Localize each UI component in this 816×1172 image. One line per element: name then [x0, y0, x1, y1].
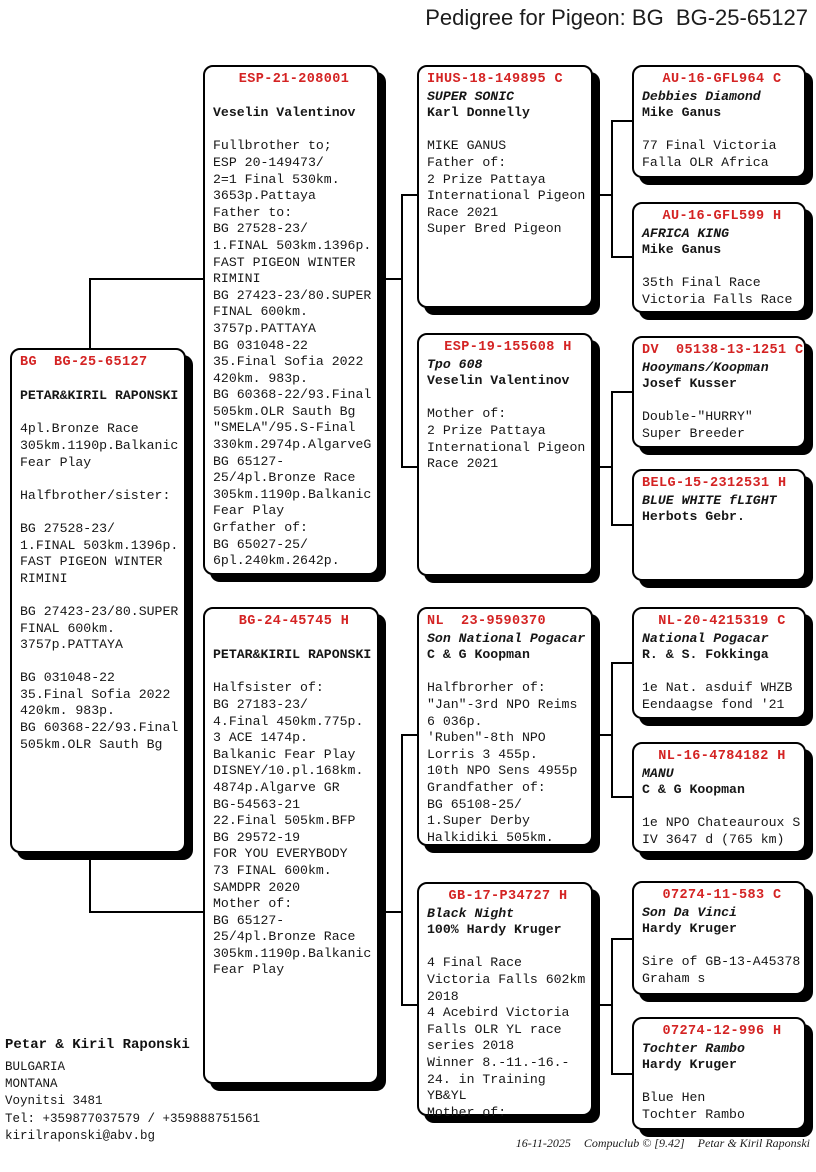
connector-line	[592, 466, 612, 468]
box-line: MIKE GANUS	[427, 138, 507, 154]
connector-line	[611, 391, 632, 393]
box-line: C & G Koopman	[427, 647, 530, 663]
ring-number: IHUS-18-149895 C	[427, 72, 564, 87]
box-line: AFRICA KING	[642, 225, 730, 241]
footer-breeder: Petar & Kiril Raponski	[697, 1136, 810, 1150]
box-line: International Pigeon	[427, 439, 586, 455]
box-line-blank	[20, 654, 182, 671]
box-line: Fear Play	[213, 962, 285, 978]
box-line: Super Bred Pigeon	[427, 221, 562, 237]
pedigree-box-subject	[10, 348, 186, 853]
pedigree-box-dams-dam	[417, 882, 593, 1120]
box-body	[642, 905, 802, 988]
box-line: 25/4pl.Bronze Race	[213, 470, 356, 486]
box-line: BG 27183-23/	[213, 696, 308, 712]
ring-number: ESP-21-208001	[238, 72, 350, 87]
box-line: YB&YL	[427, 1088, 467, 1104]
box-line: Race 2021	[427, 204, 499, 220]
box-line: Debbies Diamond	[642, 88, 761, 104]
box-line-blank	[20, 372, 182, 389]
ring-number: BELG-15-2312531 H	[642, 476, 787, 491]
box-line: Veselin Valentinov	[427, 373, 570, 389]
box-line: Hardy Kruger	[642, 1057, 737, 1073]
box-line: BG 65127-	[213, 453, 285, 469]
box-line: 305km.1190p.Balkanic	[213, 486, 372, 502]
ring-number: ESP-19-155608 H	[444, 340, 572, 355]
box-line: 420km. 983p.	[20, 703, 115, 719]
box-line: Tpo 608	[427, 356, 483, 372]
breeder-name: Petar & Kiril Raponski	[5, 1037, 190, 1053]
connector-line	[611, 1073, 632, 1075]
box-line: 420km. 983p.	[213, 370, 308, 386]
box-line-blank	[642, 799, 802, 816]
box-line-blank	[213, 89, 375, 106]
box-line: Halkidiki 505km.	[427, 829, 554, 845]
box-line: "SMELA"/95.S-Final	[213, 420, 356, 436]
pedigree-box-ggp-3	[632, 336, 806, 448]
box-line-blank	[642, 259, 802, 276]
box-line: 100% Hardy Kruger	[427, 922, 562, 938]
box-line: Double-"HURRY"	[642, 409, 753, 425]
box-body	[213, 631, 375, 979]
pedigree-box-ggp-6	[632, 742, 806, 853]
box-body	[642, 631, 802, 714]
box-line: Son Da Vinci	[642, 904, 737, 920]
box-line: Tochter Rambo	[642, 1106, 745, 1122]
box-line: 'Ruben"-8th NPO	[427, 730, 546, 746]
box-line: BG 29572-19	[213, 829, 301, 845]
box-line: 4.Final 450km.775p.	[213, 713, 364, 729]
box-line: 505km.OLR Sauth Bg	[213, 403, 356, 419]
box-line: Karl Donnelly	[427, 105, 530, 121]
breeder-details	[5, 1059, 260, 1145]
box-line: Eendaagse fond '21	[642, 696, 785, 712]
box-line-blank	[213, 631, 375, 648]
connector-line	[401, 734, 403, 1006]
box-line: BG 65127-	[213, 912, 285, 928]
box-line: Lorris 3 455p.	[427, 746, 538, 762]
box-line: PETAR&KIRIL RAPONSKI	[213, 647, 372, 663]
ring-number: NL 23-9590370	[427, 614, 547, 629]
connector-line	[592, 734, 612, 736]
box-line: Grfather of:	[213, 520, 308, 536]
box-line: International Pigeon	[427, 188, 586, 204]
ring-number: AU-16-GFL599 H	[662, 209, 782, 224]
box-line: DISNEY/10.pl.168km.	[213, 763, 364, 779]
ring-number: NL-20-4215319 C	[658, 614, 786, 629]
box-line: Fullbrother to;	[213, 138, 332, 154]
box-line: National Pogacar	[642, 630, 769, 646]
box-line: Mike Ganus	[642, 105, 722, 121]
box-line-blank	[20, 504, 182, 521]
pedigree-box-sires-dam	[417, 333, 593, 576]
box-line: Halfbrother/sister:	[20, 487, 171, 503]
connector-line	[378, 278, 403, 280]
box-line: Halfsister of:	[213, 680, 324, 696]
box-line: C & G Koopman	[642, 782, 745, 798]
box-line: Halfbrorher of:	[427, 680, 546, 696]
box-line-blank	[642, 122, 802, 139]
box-line: FAST PIGEON WINTER	[20, 554, 163, 570]
box-line: Falls OLR YL race	[427, 1021, 562, 1037]
connector-line	[611, 524, 632, 526]
box-body	[642, 493, 802, 526]
box-line: 2 Prize Pattaya	[427, 171, 546, 187]
box-line: 4pl.Bronze Race	[20, 421, 139, 437]
box-line-blank	[213, 664, 375, 681]
box-line: BG 60368-22/93.Final	[20, 720, 179, 736]
pedigree-box-sires-sire	[417, 65, 593, 308]
box-line: Mother of:	[427, 1104, 507, 1120]
box-line: BG 27528-23/	[20, 520, 115, 536]
box-body	[642, 766, 802, 849]
box-line: Balkanic Fear Play	[213, 746, 356, 762]
ring-number: DV 05138-13-1251 C	[642, 343, 804, 358]
box-line-blank	[642, 664, 802, 681]
connector-line	[401, 466, 417, 468]
box-line: Herbots Gebr.	[642, 509, 745, 525]
box-line-blank	[20, 587, 182, 604]
footer-software: Compuclub © [9.42]	[583, 1136, 685, 1150]
pedigree-box-ggp-5	[632, 607, 806, 719]
box-line: BLUE WHITE fLIGHT	[642, 492, 777, 508]
box-line: Tochter Rambo	[642, 1040, 745, 1056]
box-line: FINAL 600km.	[20, 620, 115, 636]
box-line: 2=1 Final 530km.	[213, 171, 340, 187]
box-line: BG 27423-23/80.SUPER	[213, 287, 372, 303]
box-line: Winner 8.-11.-16.-	[427, 1054, 570, 1070]
connector-line	[611, 662, 632, 664]
box-line: FOR YOU EVERYBODY	[213, 846, 348, 862]
pedigree-box-ggp-8	[632, 1017, 806, 1130]
box-line: Mike Ganus	[642, 242, 722, 258]
connector-line	[611, 662, 613, 798]
box-line: 22.Final 505km.BFP	[213, 813, 356, 829]
box-body	[642, 226, 802, 309]
box-line: 1.FINAL 503km.1396p.	[20, 537, 179, 553]
box-body	[427, 89, 589, 238]
box-body	[20, 372, 182, 754]
box-line-blank	[20, 405, 182, 422]
box-line: Race 2021	[427, 456, 499, 472]
box-line: 305km.1190p.Balkanic	[20, 437, 179, 453]
box-line-blank	[427, 664, 589, 681]
box-line-blank	[642, 938, 802, 955]
box-line: series 2018	[427, 1038, 515, 1054]
ring-number: 07274-12-996 H	[662, 1024, 782, 1039]
box-body	[642, 89, 802, 172]
ring-number: BG BG-25-65127	[20, 355, 148, 370]
box-line: R. & S. Fokkinga	[642, 647, 769, 663]
box-line: Black Night	[427, 905, 515, 921]
box-line: "Jan"-3rd NPO Reims	[427, 696, 578, 712]
box-body	[427, 906, 589, 1122]
box-line: 3653p.Pattaya	[213, 188, 316, 204]
box-line: SUPER SONIC	[427, 88, 515, 104]
connector-line	[611, 796, 632, 798]
box-body	[427, 357, 589, 473]
box-line: 24. in Training	[427, 1071, 546, 1087]
connector-line	[611, 256, 632, 258]
box-line-blank	[20, 471, 182, 488]
box-line: 1e Nat. asduif WHZB	[642, 680, 793, 696]
pedigree-box-dams-sire	[417, 607, 593, 846]
box-line-blank	[427, 390, 589, 407]
box-line-blank	[213, 122, 375, 139]
box-line: BG 65027-25/	[213, 536, 308, 552]
box-line: Hardy Kruger	[642, 921, 737, 937]
box-line: Hooymans/Koopman	[642, 359, 769, 375]
box-line: Father to:	[213, 204, 293, 220]
box-body	[642, 1041, 802, 1124]
ring-number: GB-17-P34727 H	[448, 889, 568, 904]
box-line: Fear Play	[213, 503, 285, 519]
box-line: 6pl.240km.2642p.	[213, 553, 340, 569]
box-line: 3757p.PATTAYA	[20, 637, 123, 653]
box-body	[427, 631, 589, 847]
connector-line	[89, 911, 203, 913]
page-title: Pedigree for Pigeon: BG BG-25-65127	[425, 5, 808, 30]
pedigree-box-ggp-4	[632, 469, 806, 581]
box-line: 1.FINAL 503km.1396p.	[213, 237, 372, 253]
box-line: 73 FINAL 600km.	[213, 862, 332, 878]
box-line: SAMDPR 2020	[213, 879, 301, 895]
connector-line	[592, 1004, 612, 1006]
pedigree-box-sire	[203, 65, 379, 575]
breeder-info	[5, 1036, 260, 1145]
connector-line	[89, 278, 203, 280]
box-line: 1.Super Derby	[427, 813, 530, 829]
box-line: Sire of GB-13-A45378	[642, 954, 801, 970]
box-line: BG 60368-22/93.Final	[213, 387, 372, 403]
box-line: RIMINI	[20, 570, 68, 586]
box-line: ESP 20-149473/	[213, 154, 324, 170]
box-line: 10th NPO Sens 4955p	[427, 763, 578, 779]
footer-date: 16-11-2025	[515, 1136, 571, 1150]
connector-line	[401, 194, 403, 468]
connector-line	[89, 852, 91, 913]
box-line: Grandfather of:	[427, 779, 546, 795]
ring-number: 07274-11-583 C	[662, 888, 782, 903]
box-line: FINAL 600km.	[213, 304, 308, 320]
box-line: 35.Final Sofia 2022	[213, 354, 364, 370]
footer	[516, 1136, 810, 1151]
box-line: BG 65108-25/	[427, 796, 522, 812]
box-line: kirilraponski@abv.bg	[5, 1128, 156, 1143]
box-line-blank	[642, 1074, 802, 1091]
box-line: 3 ACE 1474p.	[213, 730, 308, 746]
box-line-blank	[427, 122, 589, 139]
connector-line	[401, 194, 417, 196]
box-line: RIMINI	[213, 271, 261, 287]
box-line: 505km.OLR Sauth Bg	[20, 736, 163, 752]
box-line: 2 Prize Pattaya	[427, 422, 546, 438]
box-line-blank	[642, 393, 802, 410]
ring-number: NL-16-4784182 H	[658, 749, 786, 764]
box-line: BG 031048-22	[213, 337, 308, 353]
connector-line	[592, 194, 612, 196]
box-line: Victoria Falls Race	[642, 291, 793, 307]
connector-line	[611, 120, 632, 122]
box-line: Tel: +359877037579 / +359888751561	[5, 1111, 261, 1126]
box-line: BG 031048-22	[20, 670, 115, 686]
box-line: MONTANA	[5, 1077, 58, 1092]
connector-line	[611, 938, 632, 940]
box-line: Father of:	[427, 154, 507, 170]
box-line: BG-54563-21	[213, 796, 301, 812]
box-line: Mother of:	[213, 896, 293, 912]
box-line: 4 Final Race	[427, 955, 522, 971]
box-body	[213, 89, 375, 570]
box-line: 4 Acebird Victoria	[427, 1005, 570, 1021]
connector-line	[611, 391, 613, 526]
box-body	[642, 360, 802, 443]
box-line: 330km.2974p.AlgarveG	[213, 437, 372, 453]
box-line: 3757p.PATTAYA	[213, 320, 316, 336]
box-line: 305km.1190p.Balkanic	[213, 945, 372, 961]
box-line: Son National Pogacar	[427, 630, 586, 646]
box-line: BG 27423-23/80.SUPER	[20, 603, 179, 619]
pedigree-box-ggp-2	[632, 202, 806, 313]
box-line: Mother of:	[427, 406, 507, 422]
box-line: 1e NPO Chateauroux S	[642, 815, 801, 831]
box-line: 77 Final Victoria	[642, 138, 777, 154]
box-line: Super Breeder	[642, 425, 745, 441]
box-line: 25/4pl.Bronze Race	[213, 929, 356, 945]
box-line: 4874p.Algarve GR	[213, 779, 340, 795]
box-line: 35th Final Race	[642, 275, 761, 291]
box-line: Graham s	[642, 970, 706, 986]
box-line: IV 3647 d (765 km)	[642, 831, 785, 847]
box-line: Josef Kusser	[642, 376, 737, 392]
ring-number: AU-16-GFL964 C	[662, 72, 782, 87]
pedigree-box-ggp-1	[632, 65, 806, 178]
connector-line	[401, 734, 417, 736]
pedigree-box-ggp-7	[632, 881, 806, 995]
box-line: Voynitsi 3481	[5, 1094, 103, 1109]
box-line: Veselin Valentinov	[213, 105, 356, 121]
box-line: Victoria Falls 602km	[427, 971, 586, 987]
box-line: 35.Final Sofia 2022	[20, 686, 171, 702]
box-line: Fear Play	[20, 454, 92, 470]
box-line: BG 27528-23/	[213, 221, 308, 237]
connector-line	[611, 938, 613, 1075]
connector-line	[378, 911, 403, 913]
box-line: Blue Hen	[642, 1090, 706, 1106]
box-line: FAST PIGEON WINTER	[213, 254, 356, 270]
box-line: 2018	[427, 988, 459, 1004]
box-line-blank	[427, 939, 589, 956]
pedigree-box-dam	[203, 607, 379, 1084]
connector-line	[89, 278, 91, 350]
box-line: PETAR&KIRIL RAPONSKI	[20, 388, 179, 404]
connector-line	[401, 1004, 417, 1006]
box-line: Falla OLR Africa	[642, 154, 769, 170]
box-line: MANU	[642, 765, 674, 781]
connector-line	[611, 120, 613, 258]
ring-number: BG-24-45745 H	[238, 614, 350, 629]
box-line: 6 036p.	[427, 713, 483, 729]
box-line: BULGARIA	[5, 1060, 66, 1074]
